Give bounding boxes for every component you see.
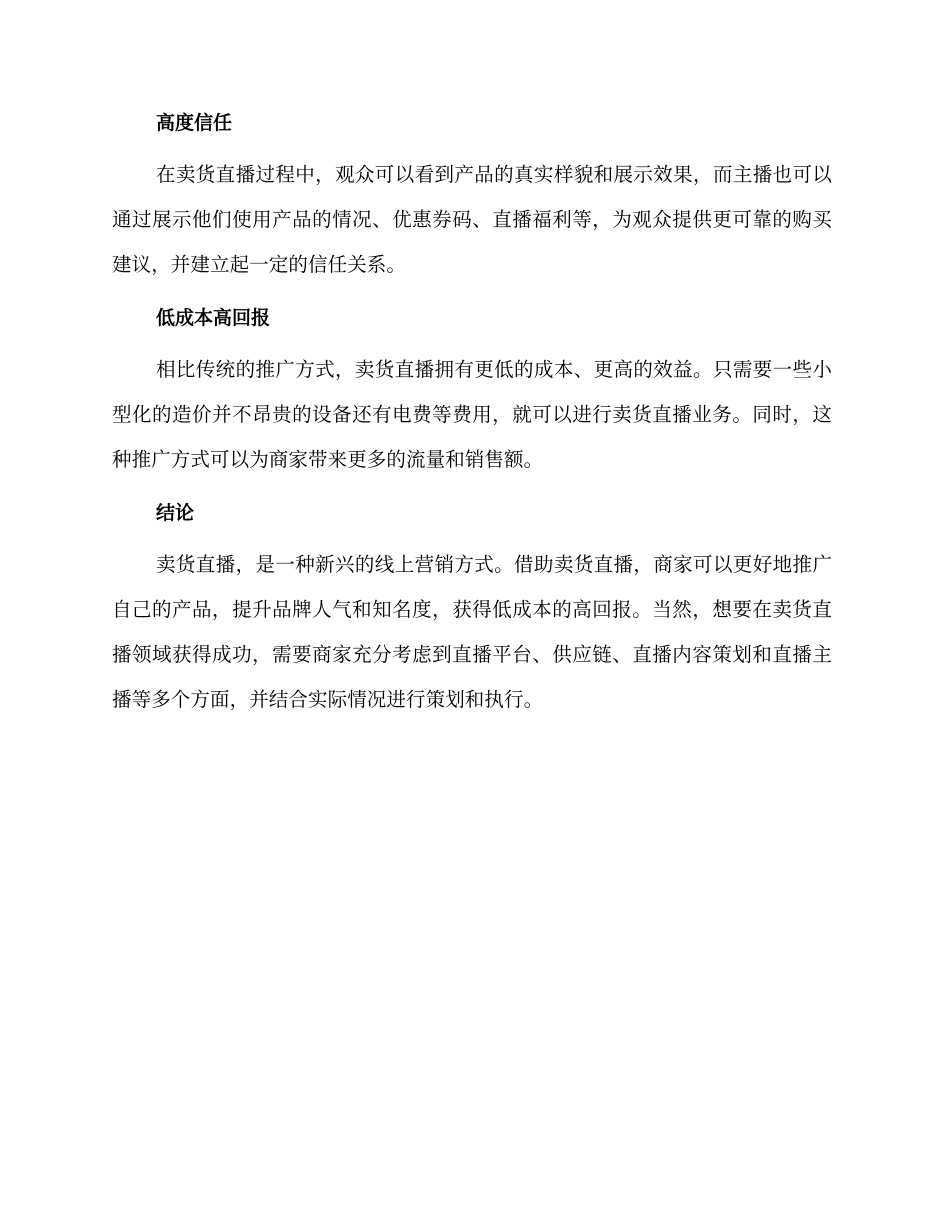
section-low-cost [112,303,832,482]
document-page [112,108,832,738]
section-conclusion [112,498,832,722]
section-heading: 结论 [156,502,195,524]
section-paragraph: 在卖货直播过程中，观众可以看到产品的真实样貌和展示效果，而主播也可以通过展示他们使用产品的情况、优惠券码、直播福利等，为观众提供更可靠的购买建议，并建立起一定的信任关系。 [112,163,832,276]
section-paragraph: 卖货直播，是一种新兴的线上营销方式。借助卖货直播，商家可以更好地推广自己的产品，提升品牌人气和知名度，获得低成本的高回报。当然，想要在卖货直播领域获得成功，需要商家充分考虑到直播平台、供应链、直播内容策划和直播主播等多个方面，并结合实际情况进行策划和执行。 [112,553,832,711]
section-heading: 低成本高回报 [156,307,271,329]
section-heading: 高度信任 [156,112,233,134]
section-paragraph: 相比传统的推广方式，卖货直播拥有更低的成本、更高的效益。只需要一些小型化的造价并不昂贵的设备还有电费等费用，就可以进行卖货直播业务。同时，这种推广方式可以为商家带来更多的流量和销售额。 [112,358,832,471]
section-high-trust [112,108,832,287]
